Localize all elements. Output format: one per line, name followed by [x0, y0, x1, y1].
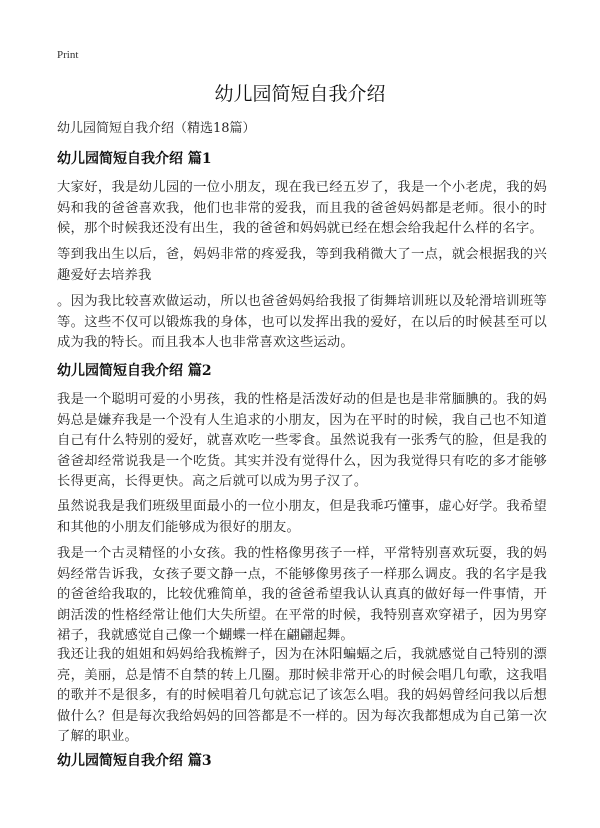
- paragraph: 我是一个古灵精怪的小女孩。我的性格像男孩子一样，平常特别喜欢玩耍，我的妈妈经常告诉我，女孩子要文静一点，不能够像男孩子一样那么调皮。我的名字是我的爸爸给我取的，比较优雅简单，我的爸爸希望我认认真真的做好每一件事情，开朗活泼的性格经常让他们大失所望。在平常的时候，我特别喜欢穿裙子，因为男穿裙子，我就感觉自己像一个蝴蝶一样在翩翩起舞。: [57, 546, 547, 643]
- page-title: 幼儿园简短自我介绍: [214, 83, 386, 105]
- paragraph: 大家好，我是幼儿园的一位小朋友，现在我已经五岁了，我是一个小老虎，我的妈妈和我的爸爸喜欢我，他们也非常的爱我，而且我的爸爸妈妈都是老师。很小的时候，那个时候我还没有出生，我的爸爸和妈妈就已经在想会给我起什么样的名字。: [57, 180, 547, 236]
- paragraph: 。因为我比较喜欢做运动，所以也爸爸妈妈给我报了街舞培训班以及轮滑培训班等等。这些不仅可以锻炼我的身体，也可以发挥出我的爱好，在以后的时候甚至可以成为我的特长。而且我本人也非常喜欢这些运动。: [57, 294, 547, 350]
- paragraph: 等到我出生以后，爸，妈妈非常的疼爱我，等到我稍微大了一点，就会根据我的兴趣爱好去培养我: [57, 247, 547, 283]
- section-heading-2: 幼儿园简短自我介绍 篇2: [57, 363, 212, 379]
- paragraph: 虽然说我是我们班级里面最小的一位小朋友，但是我乖巧懂事，虚心好学。我希望和其他的小朋友们能够成为很好的朋友。: [57, 499, 547, 535]
- section-heading-1: 幼儿园简短自我介绍 篇1: [57, 151, 212, 167]
- paragraph: 我是一个聪明可爱的小男孩，我的性格是活泼好动的但是也是非常腼腆的。我的妈妈总是嫌弃我是一个没有人生追求的小朋友，因为在平时的时候，我自己也不知道自己有什么特别的爱好，就喜欢吃一些零食。虽然说我有一张秀气的脸，但是我的爸爸却经常说我是一个吃货。其实并没有觉得什么，因为我觉得只有吃的多才能够长得更高，长得更快。高之后就可以成为男子汉了。: [57, 392, 547, 489]
- section-heading-3: 幼儿园简短自我介绍 篇3: [57, 753, 212, 769]
- print-link[interactable]: Print: [57, 49, 79, 61]
- document-subtitle: 幼儿园简短自我介绍（精选18篇）: [57, 121, 256, 136]
- paragraph: 我还让我的姐姐和妈妈给我梳辫子，因为在沐阳蝙蝠之后，我就感觉自己特别的漂亮，美丽，总是情不自禁的转上几圈。那时候非常开心的时候会唱几句歌，这我唱的歌并不是很多，有的时候唱着几句就忘记了该怎么唱。我的妈妈曾经问我以后想做什么？但是每次我给妈妈的回答都是不一样的。因为每次我都想成为自己第一次了解的职业。: [57, 647, 547, 744]
